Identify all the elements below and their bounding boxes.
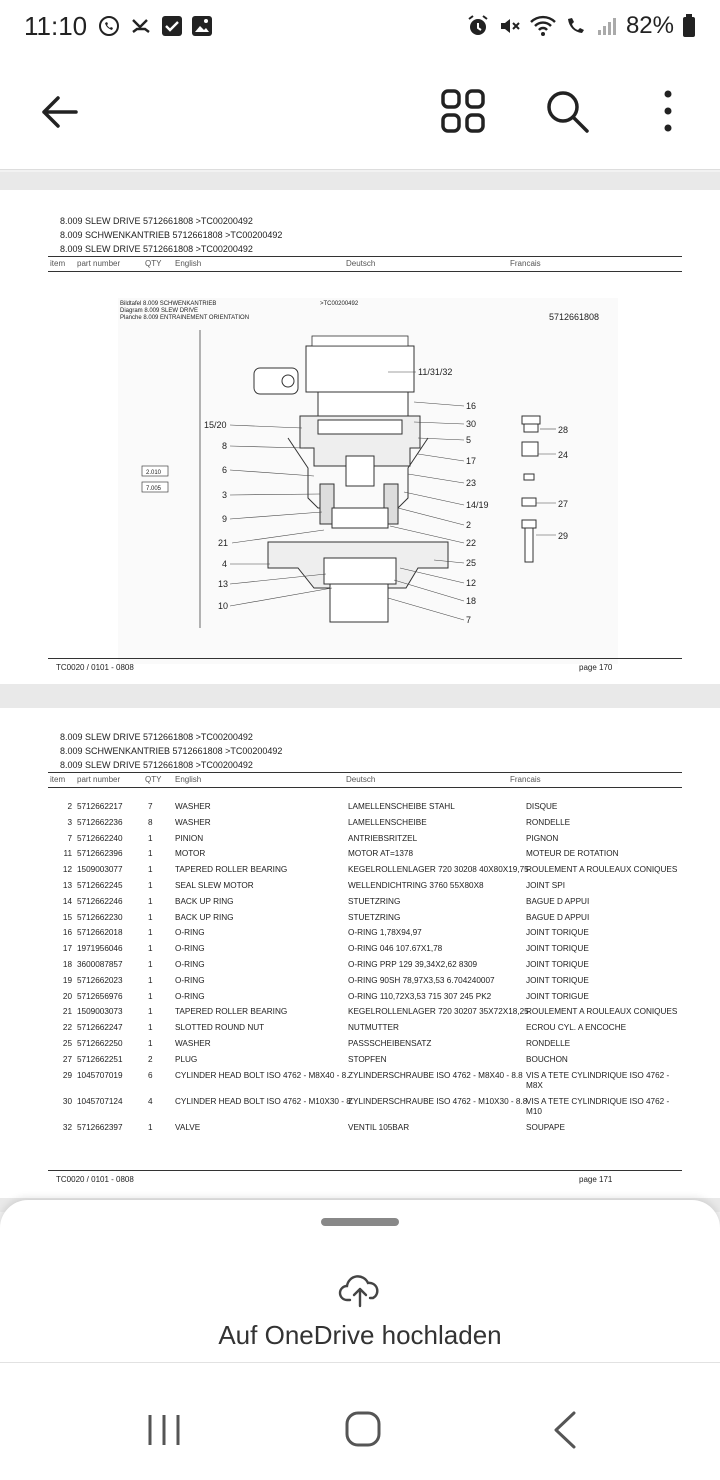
search-icon: [544, 88, 590, 134]
app-bar: [0, 52, 720, 170]
drawing-title-line: Diagram 8.009 SLEW DRIVE: [120, 308, 199, 314]
cell-item: 3: [67, 817, 72, 827]
cell-qty: 1: [148, 1023, 153, 1033]
cell-english: SLOTTED ROUND NUT: [175, 1023, 265, 1033]
drawing-tc-ref: >TC00200492: [320, 301, 359, 307]
cell-item: 11: [63, 849, 72, 859]
cell-francais: JOINT TORIQUE: [526, 975, 589, 985]
cell-part-number: 5712662023: [77, 975, 123, 985]
cell-francais: PIGNON: [526, 833, 559, 843]
cell-francais-cont: M8X: [526, 1080, 543, 1090]
cell-item: 30: [62, 1096, 72, 1106]
cell-deutsch: O-RING 1,78X94,97: [348, 928, 422, 938]
drawing-label: 9: [222, 514, 228, 524]
header-line: 8.009 SCHWENKANTRIEB 5712661808 >TC00200492: [60, 230, 283, 240]
col-qty: QTY: [145, 775, 162, 784]
cell-part-number: 5712662251: [77, 1054, 123, 1064]
table-row: [48, 958, 682, 974]
col-part: part number: [77, 775, 121, 784]
drawing-label: 23: [466, 478, 477, 488]
checkbox-icon: [161, 15, 183, 37]
table-row: [48, 816, 682, 832]
drawing-label: 22: [466, 538, 477, 548]
cell-francais: BAGUE D APPUI: [526, 896, 590, 906]
cell-deutsch: PASSSCHEIBENSATZ: [348, 1038, 432, 1048]
cell-qty: 1: [148, 991, 153, 1001]
cell-deutsch: STUETZRING: [348, 896, 401, 906]
cell-qty: 8: [148, 817, 153, 827]
header-line: 8.009 SLEW DRIVE 5712661808 >TC00200492: [60, 216, 253, 226]
cell-english: TAPERED ROLLER BEARING: [175, 865, 288, 875]
cell-deutsch: LAMELLENSCHEIBE STAHL: [348, 802, 455, 811]
sheet-drag-handle[interactable]: [321, 1218, 399, 1226]
cell-qty: 4: [148, 1096, 153, 1106]
cell-deutsch: O-RING 046 107.67X1,78: [348, 944, 443, 954]
cell-francais: JOINT TORIGUE: [526, 991, 589, 1001]
drawing-label: 3: [222, 490, 228, 500]
cell-part-number: 5712662236: [77, 817, 123, 827]
header-line: 8.009 SCHWENKANTRIEB 5712661808 >TC00200492: [60, 746, 283, 756]
cell-qty: 1: [148, 1007, 153, 1017]
column-header: [48, 256, 682, 272]
table-row: [48, 1053, 682, 1069]
drawing-label: 8: [222, 441, 228, 451]
cell-item: 13: [62, 880, 72, 890]
cell-english: BACK UP RING: [175, 896, 234, 906]
cell-francais: JOINT TORIQUE: [526, 928, 589, 938]
document-page-171: [0, 708, 720, 1198]
header-line: 8.009 SLEW DRIVE 5712661808 >TC00200492: [60, 760, 253, 770]
cell-item: 14: [62, 896, 72, 906]
cell-part-number: 1045707019: [77, 1070, 123, 1080]
table-row: [48, 879, 682, 895]
table-row: [48, 1005, 682, 1021]
col-english: English: [175, 259, 202, 268]
drawing-title-line: Bildtafel 8.009 SCHWENKANTRIEB: [120, 301, 217, 307]
drawing-label: 18: [466, 596, 477, 606]
cell-part-number: 5712662240: [77, 833, 123, 843]
cell-item: 16: [62, 928, 72, 938]
cell-francais: DISQUE: [526, 802, 558, 811]
cell-deutsch: STOPFEN: [348, 1054, 387, 1064]
cell-english: WASHER: [175, 802, 211, 811]
footer-doc-id: TC0020 / 0101 - 0808: [56, 663, 134, 672]
battery-icon: [682, 14, 696, 38]
cell-deutsch: O-RING 110,72X3,53 715 307 245 PK2: [348, 991, 492, 1001]
grid-icon: [440, 88, 486, 134]
cell-english: O-RING: [175, 944, 205, 954]
cell-francais: JOINT TORIQUE: [526, 959, 589, 969]
footer-page: page 171: [579, 1175, 613, 1184]
cell-deutsch: VENTIL 105BAR: [348, 1122, 410, 1132]
drawing-label: 29: [558, 531, 569, 541]
nav-back-button[interactable]: [552, 1411, 578, 1449]
cell-deutsch: WELLENDICHTRING 3760 55X80X8: [348, 880, 484, 890]
cell-deutsch: ANTRIEBSRITZEL: [348, 833, 418, 843]
drawing-ref: 7.005: [146, 486, 162, 492]
whatsapp-icon: [97, 14, 121, 38]
drawing-label: 28: [558, 425, 569, 435]
cell-qty: 1: [148, 896, 153, 906]
cell-part-number: 1509003073: [77, 1007, 123, 1017]
cell-english: O-RING: [175, 975, 205, 985]
document-viewer[interactable]: [0, 172, 720, 1212]
upload-label: Auf OneDrive hochladen: [218, 1320, 502, 1350]
cell-english: PLUG: [175, 1054, 198, 1064]
cell-francais-cont: M10: [526, 1106, 542, 1116]
wifi-icon: [530, 15, 556, 37]
cell-deutsch: MOTOR AT=1378: [348, 849, 413, 859]
cell-english: PINION: [175, 833, 204, 843]
table-row: [48, 974, 682, 990]
drawing-label: 7: [466, 615, 472, 625]
cell-part-number: 5712662250: [77, 1038, 123, 1048]
parts-table: [48, 800, 682, 1136]
table-row: [48, 1069, 682, 1095]
cell-qty: 1: [148, 912, 153, 922]
drawing-title-line: Planche 8.009 ENTRAINEMENT ORIENTATION: [120, 315, 250, 321]
cell-deutsch: STUETZRING: [348, 912, 401, 922]
drawing-label: 12: [466, 578, 477, 588]
cell-qty: 2: [148, 1054, 153, 1064]
table-row: [48, 847, 682, 863]
cell-qty: 1: [148, 1122, 153, 1132]
cell-francais: VIS A TETE CYLINDRIQUE ISO 4762 -: [526, 1096, 670, 1106]
cell-deutsch: ZYLINDERSCHRAUBE ISO 4762 - M10X30 - 8.8: [348, 1096, 528, 1106]
column-header: [48, 772, 682, 788]
cell-item: 32: [62, 1122, 72, 1132]
drawing-label: 30: [466, 419, 477, 429]
cell-part-number: 1509003077: [77, 865, 123, 875]
table-row: [48, 1095, 682, 1121]
cell-francais: JOINT SPI: [526, 880, 565, 890]
table-row: [48, 1021, 682, 1037]
back-button[interactable]: [36, 88, 84, 136]
table-row: [48, 832, 682, 848]
cell-english: CYLINDER HEAD BOLT ISO 4762 - M10X30 - 8.: [175, 1096, 354, 1106]
missed-call-icon: [129, 14, 153, 38]
drawing-label: 15/20: [204, 420, 227, 430]
col-part: part number: [77, 259, 121, 268]
drawing-label: 10: [218, 601, 229, 611]
col-deutsch: Deutsch: [346, 775, 376, 784]
system-nav-bar: [0, 1362, 720, 1480]
cell-qty: 7: [148, 802, 153, 811]
cell-part-number: 5712662246: [77, 896, 123, 906]
cell-item: 21: [62, 1007, 72, 1017]
table-row: [48, 1121, 682, 1137]
table-row: [48, 863, 682, 879]
page-footer: [48, 1170, 682, 1184]
cell-english: BACK UP RING: [175, 912, 234, 922]
cell-item: 25: [62, 1038, 72, 1048]
cell-deutsch: ZYLINDERSCHRAUBE ISO 4762 - M8X40 - 8.8: [348, 1070, 523, 1080]
cell-deutsch: O-RING 90SH 78,97X3,53 6.704240007: [348, 975, 495, 985]
cell-qty: 1: [148, 849, 153, 859]
cell-english: O-RING: [175, 959, 205, 969]
search-button[interactable]: [544, 88, 590, 134]
cell-part-number: 1971956046: [77, 944, 123, 954]
cell-english: TAPERED ROLLER BEARING: [175, 1007, 288, 1017]
cell-deutsch: KEGELROLLENLAGER 720 30208 40X80X19,75: [348, 865, 529, 875]
drawing-label: 2: [466, 520, 472, 530]
footer-doc-id: TC0020 / 0101 - 0808: [56, 1175, 134, 1184]
cell-qty: 1: [148, 833, 153, 843]
battery-percent: 82%: [625, 12, 674, 39]
drawing-label: 13: [218, 579, 229, 589]
cell-qty: 1: [148, 959, 153, 969]
cell-francais: SOUPAPE: [526, 1122, 565, 1132]
table-row: [48, 926, 682, 942]
document-page-170: [0, 190, 720, 684]
col-english: English: [175, 775, 202, 784]
drawing-label: 27: [558, 499, 569, 509]
cell-qty: 1: [148, 928, 153, 938]
cell-item: 20: [62, 991, 72, 1001]
table-row: [48, 990, 682, 1006]
cell-francais: RONDELLE: [526, 1038, 571, 1048]
cell-item: 19: [62, 975, 72, 985]
cell-qty: 6: [148, 1070, 153, 1080]
cell-part-number: 5712662396: [77, 849, 123, 859]
arrow-left-icon: [36, 88, 84, 136]
mute-icon: [498, 14, 522, 38]
cell-deutsch: LAMELLENSCHEIBE: [348, 817, 427, 827]
cell-part-number: 5712656976: [77, 991, 123, 1001]
footer-page: page 170: [579, 663, 613, 672]
cell-francais: JOINT TORIQUE: [526, 944, 589, 954]
header-line: 8.009 SLEW DRIVE 5712661808 >TC00200492: [60, 732, 253, 742]
page-header: [60, 730, 282, 772]
status-time: 11:10: [24, 10, 88, 41]
cell-francais: ROULEMENT A ROULEAUX CONIQUES: [526, 1007, 678, 1017]
cell-qty: 1: [148, 865, 153, 875]
home-button[interactable]: [345, 1411, 381, 1447]
upload-onedrive-button[interactable]: [0, 1260, 720, 1360]
upload-bottom-sheet: [0, 1200, 720, 1368]
drawing-label: 4: [222, 559, 228, 569]
drawing-label: 5: [466, 435, 472, 445]
cell-item: 2: [67, 802, 72, 811]
wifi-call-icon: [564, 15, 588, 37]
drawing-ref: 2.010: [146, 470, 162, 476]
cell-qty: 1: [148, 975, 153, 985]
drawing-label: 24: [558, 450, 569, 460]
cell-item: 17: [62, 944, 72, 954]
home-icon: [345, 1411, 381, 1447]
cell-part-number: 5712662018: [77, 928, 123, 938]
cell-english: SEAL SLEW MOTOR: [175, 880, 254, 890]
cell-part-number: 5712662230: [77, 912, 123, 922]
table-row: [48, 911, 682, 927]
chevron-left-icon: [552, 1411, 578, 1449]
drawing-label: 16: [466, 401, 477, 411]
cell-part-number: 5712662217: [77, 802, 123, 811]
page-header: [60, 214, 282, 256]
cell-francais: BOUCHON: [526, 1054, 568, 1064]
status-bar: [0, 0, 720, 52]
gallery-icon: [191, 15, 213, 37]
page-footer: [48, 658, 682, 672]
recent-apps-icon: [146, 1413, 182, 1447]
col-qty: QTY: [145, 259, 162, 268]
cell-english: WASHER: [175, 817, 211, 827]
table-row: [48, 895, 682, 911]
col-item: item: [50, 775, 66, 784]
table-row: [48, 800, 682, 816]
col-deutsch: Deutsch: [346, 259, 376, 268]
more-vert-icon: [656, 88, 680, 134]
header-line: 8.009 SLEW DRIVE 5712661808 >TC00200492: [60, 244, 253, 254]
col-francais: Francais: [510, 775, 541, 784]
cell-english: CYLINDER HEAD BOLT ISO 4762 - M8X40 - 8.: [175, 1070, 349, 1080]
drawing-part-no: 5712661808: [549, 312, 600, 322]
cell-francais: MOTEUR DE ROTATION: [526, 849, 619, 859]
cell-item: 29: [62, 1070, 72, 1080]
recent-apps-button[interactable]: [146, 1413, 182, 1447]
alarm-icon: [466, 14, 490, 38]
cell-francais: ECROU CYL. A ENCOCHE: [526, 1023, 627, 1033]
cell-english: O-RING: [175, 991, 205, 1001]
cell-francais: RONDELLE: [526, 817, 571, 827]
grid-view-button[interactable]: [440, 88, 486, 134]
cell-english: O-RING: [175, 928, 205, 938]
drawing-label: 17: [466, 456, 477, 466]
cell-part-number: 5712662245: [77, 880, 123, 890]
more-options-button[interactable]: [656, 88, 680, 134]
slew-drive-drawing: [118, 298, 618, 664]
cell-item: 27: [62, 1054, 72, 1064]
cell-english: MOTOR: [175, 849, 206, 859]
cell-part-number: 3600087857: [77, 959, 123, 969]
table-row: [48, 942, 682, 958]
cloud-upload-icon: [338, 1272, 382, 1308]
cell-item: 15: [62, 912, 72, 922]
cell-deutsch: NUTMUTTER: [348, 1023, 399, 1033]
cell-english: WASHER: [175, 1038, 211, 1048]
cell-qty: 1: [148, 1038, 153, 1048]
cell-item: 18: [62, 959, 72, 969]
drawing-label: 14/19: [466, 500, 489, 510]
cell-deutsch: O-RING PRP 129 39,34X2,62 8309: [348, 959, 478, 969]
col-francais: Francais: [510, 259, 541, 268]
cell-item: 22: [62, 1023, 72, 1033]
col-item: item: [50, 259, 66, 268]
drawing-label: 6: [222, 465, 228, 475]
cell-item: 7: [67, 833, 72, 843]
drawing-label: 25: [466, 558, 477, 568]
cell-qty: 1: [148, 944, 153, 954]
signal-icon: [596, 15, 618, 37]
cell-francais: BAGUE D APPUI: [526, 912, 590, 922]
cell-deutsch: KEGELROLLENLAGER 720 30207 35X72X18,25: [348, 1007, 529, 1017]
cell-english: VALVE: [175, 1122, 201, 1132]
drawing-label: 21: [218, 538, 229, 548]
cell-qty: 1: [148, 880, 153, 890]
cell-item: 12: [62, 865, 72, 875]
drawing-label: 11/31/32: [418, 367, 453, 377]
cell-part-number: 1045707124: [77, 1096, 123, 1106]
table-row: [48, 1037, 682, 1053]
cell-francais: VIS A TETE CYLINDRIQUE ISO 4762 -: [526, 1070, 670, 1080]
cell-francais: ROULEMENT A ROULEAUX CONIQUES: [526, 865, 678, 875]
cell-part-number: 5712662247: [77, 1023, 123, 1033]
cell-part-number: 5712662397: [77, 1122, 123, 1132]
